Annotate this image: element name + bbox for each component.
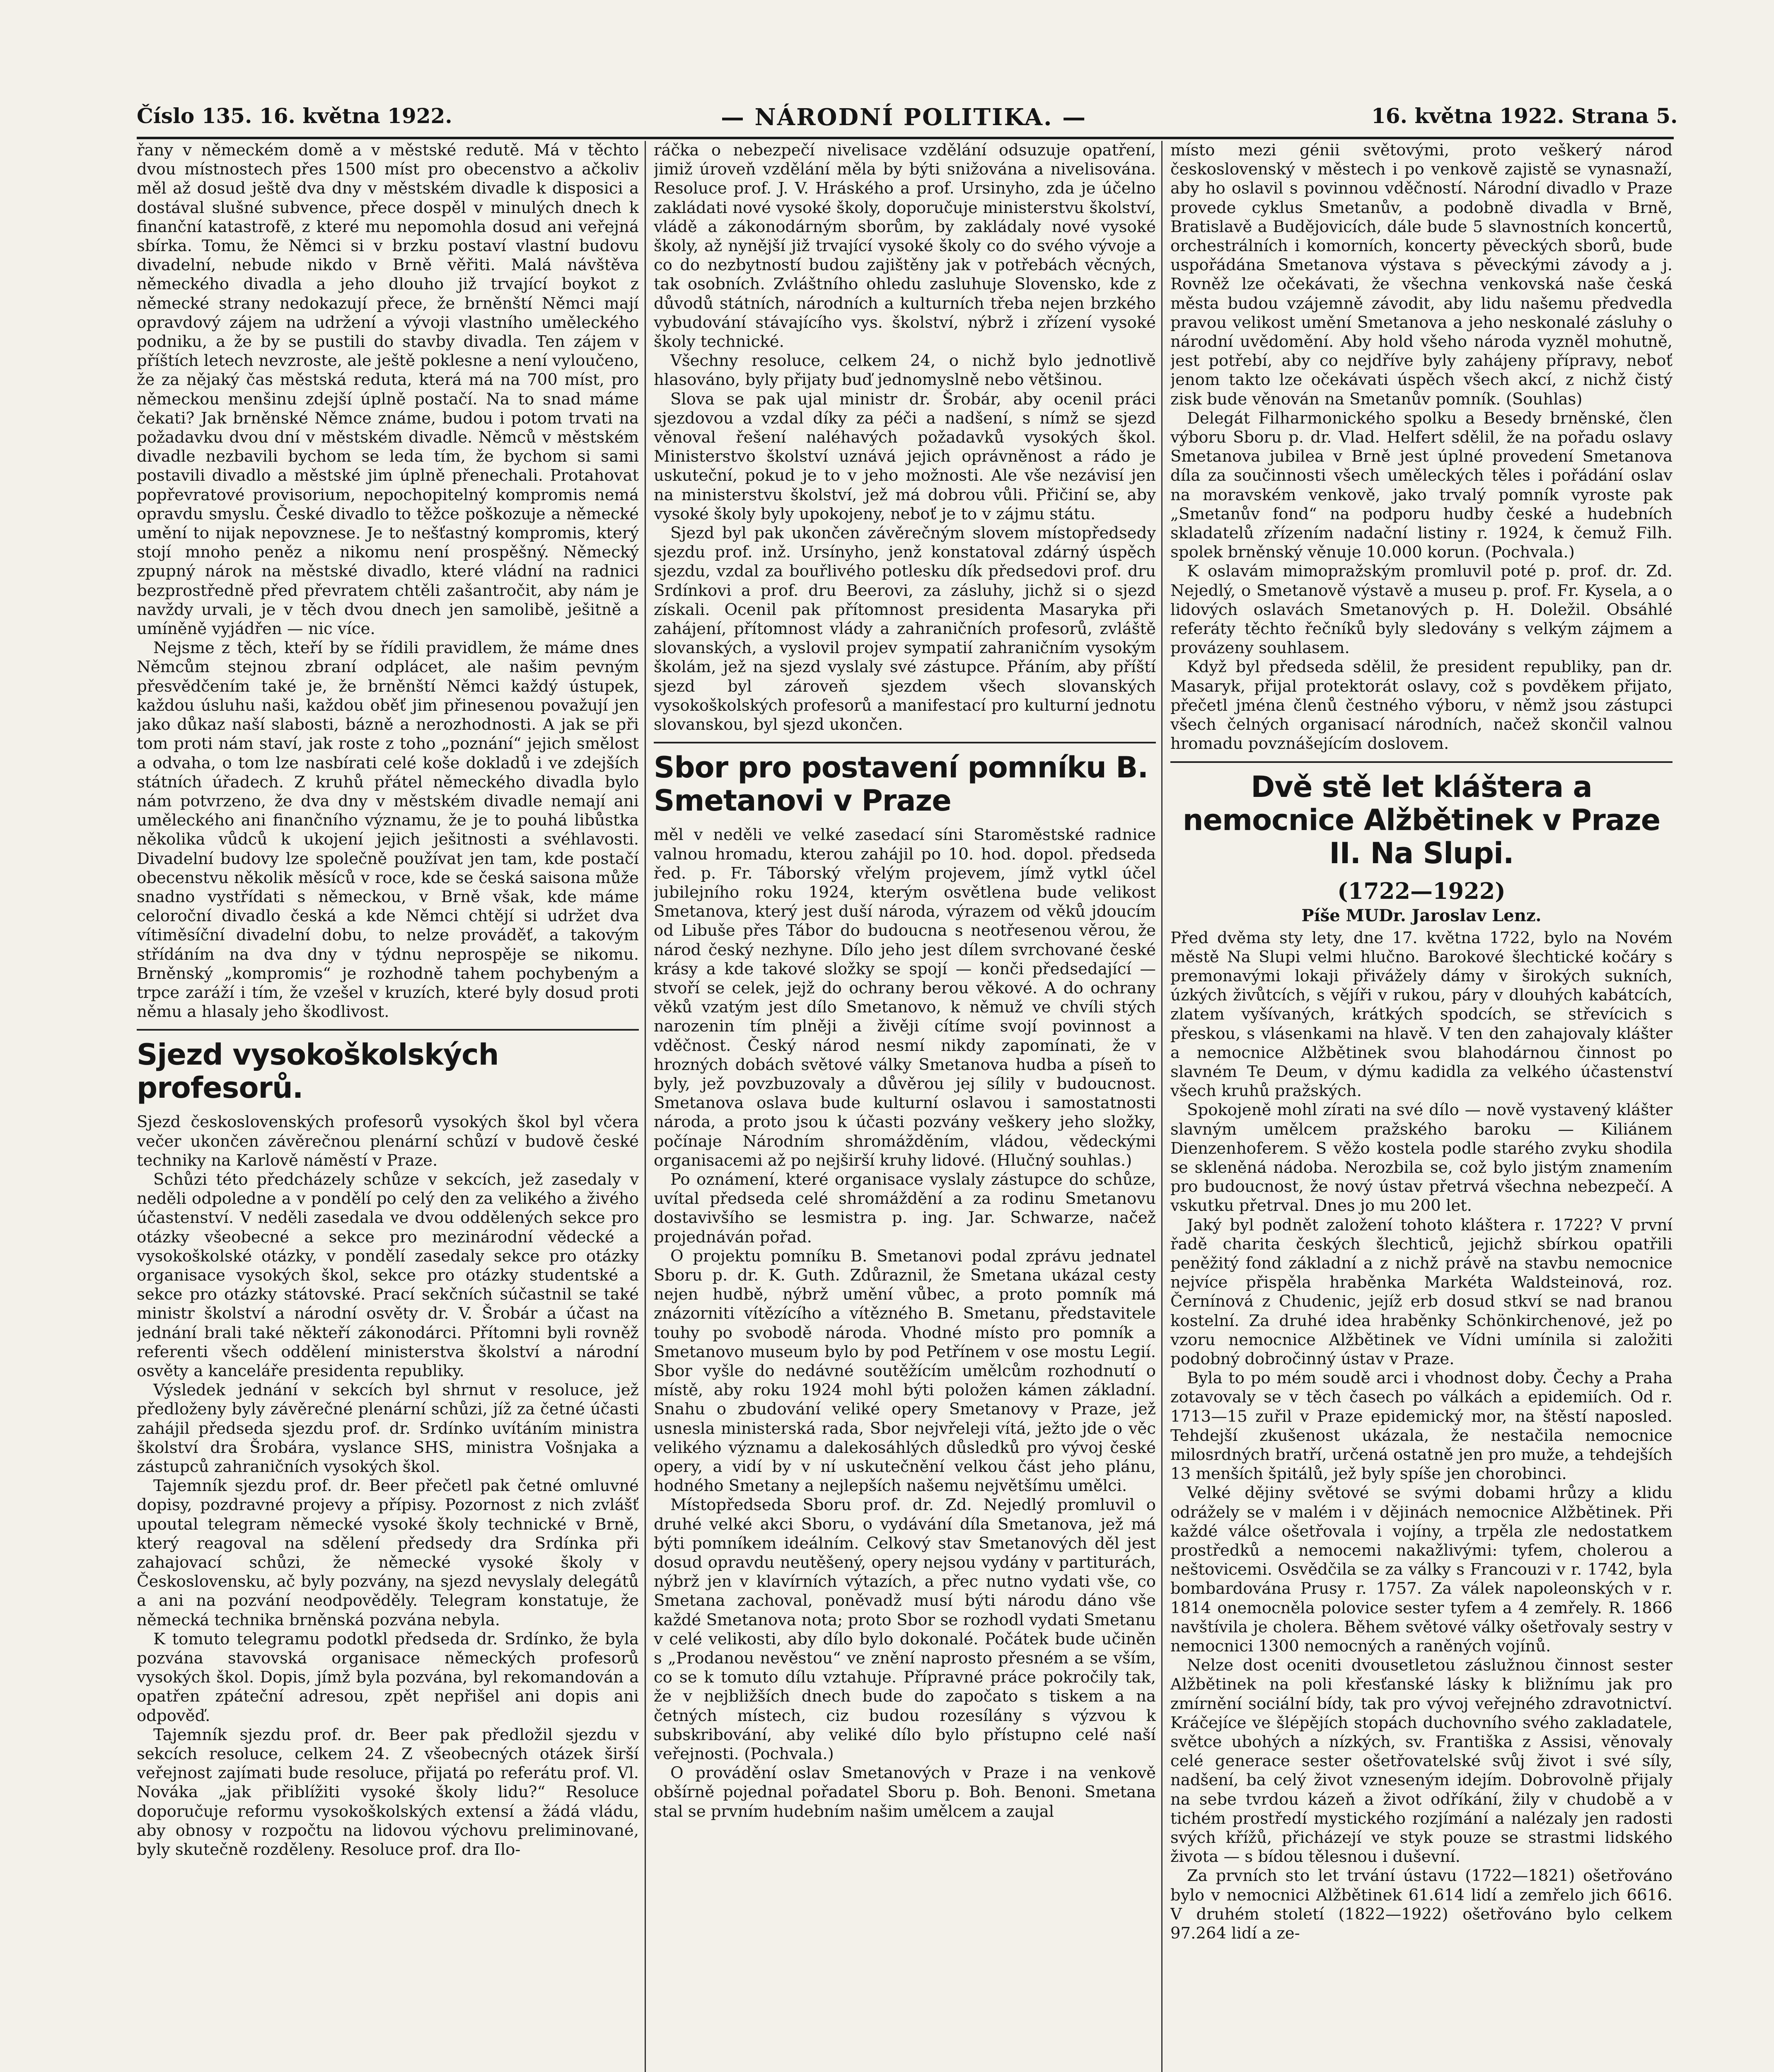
article-paragraph: Sjezd československých profesorů vysokých škol byl včera večer ukončen závěrečnou plenární schůzí v budově české techniky na Karlově náměstí v Praze. [137, 1113, 639, 1170]
column-3 [1170, 141, 1672, 2072]
article-paragraph: Za prvních sto let trvání ústavu (1722—1821) ošetřováno bylo v nemocnici Alžbětinek 61.614 lidí a zemřelo jich 6616. V druhém století (1822—1922) ošetřováno bylo celkem 97.264 lidí a ze- [1170, 1866, 1672, 1943]
article-paragraph: Slova se pak ujal ministr dr. Šrobár, aby ocenil práci sjezdovou a vzdal díky za péči a nadšení, s nímž se sjezd věnoval řešení naléhavých požadavků vysokých škol. Ministerstvo školství uznává jejich oprávněnost a rádo je uskuteční, pokud je to v jeho možnosti. Ale vše nezávisí jen na ministerstvu školství, jež má dobrou vůli. Přičiní se, aby vysoké školy byly upokojeny, neboť je to v zájmu státu. [654, 390, 1156, 523]
article-paragraph: Nelze dost oceniti dvousetletou záslužnou činnost sester Alžbětinek na poli křesťanské lásky k bližnímu jak pro zmírnění sociální bídy, tak pro vývoj veřejného zdravotnictví. Kráčejíce ve šlépějích stopách duchovního svého zakladatele, světce ubohých a nízkých, sv. Františka z Assisi, věnovaly celé generace sester ošetřovatelské svůj život i své síly, nadšení, ba celý život vzneseným idejím. Dobrovolně přijaly na sebe tvrdou kázeň a život odříkání, žily v chudobě a v tichém prostředí mystického rozjímání a nalézaly jen radosti svých křížů, přicházejí ve styk pouze se strastmi lidského života — s bídou tělesnou i duševní. [1170, 1656, 1672, 1866]
article-paragraph: Tajemník sjezdu prof. dr. Beer přečetl pak četné omluvné dopisy, pozdravné projevy a přípisy. Pozornost z nich zvlášť upoutal telegram německé vysoké školy technické v Brně, který reagoval na sdělení předsedy dra Srdínka při zahajovací schůzi, že německé vysoké školy v Československu, ač byly pozvány, na sjezd nevyslaly delegátů a ani na pozvání neodpověděly. Telegram konstatuje, že německá technika brněnská pozvána nebyla. [137, 1477, 639, 1629]
masthead-title: — NÁRODNÍ POLITIKA. — [721, 104, 1087, 131]
article-paragraph: Byla to po mém soudě arci i vhodnost doby. Čechy a Praha zotavovaly se v těch časech po válkách a epidemiích. Od r. 1713—15 zuřil v Praze epidemický mor, na štěstí naposled. Tehdejší zkušenost ukázala, že nestačila nemocnice milosrdných bratří, určená ostatně jen pro muže, a tehdejších 13 menších špitálů, jež byly spíše jen chorobinci. [1170, 1369, 1672, 1484]
header-rule [137, 137, 1674, 139]
column-1 [137, 141, 639, 2072]
article-paragraph: Před dvěma sty lety, dne 17. května 1722, bylo na Novém městě Na Slupi velmi hlučno. Barokové šlechtické kočáry s premonavými lokaji přivážely dámy v širokých sukních, úzkých živůtcích, s vějíři v rukou, páry v dlouhých kabátcích, zlatem vyšívaných, krátkých spodcích, se střevícich s přeskou, s vlásenkami na hlavě. V ten den zahajovaly klášter a nemocnice Alžbětinek svou blahodárnou činnost po slavném Te Deum, v dýmu kadidla za velkého účastenství všech kruhů pražských. [1170, 928, 1672, 1101]
article-paragraph: Tajemník sjezdu prof. dr. Beer pak předložil sjezdu v sekcích resoluce, celkem 24. Z všeobecných otázek širší veřejnost zajímati bude resoluce, přijatá po referátu prof. Vl. Nováka „jak přiblížiti vysoké školy lidu?“ Resoluce doporučuje reformu vysokoškolských extensí a žádá vládu, aby obnosy v rozpočtu na lidovou výchovu preliminované, byly skutečně rozděleny. Resoluce prof. dra Ilo- [137, 1725, 639, 1859]
article-separator [654, 742, 1156, 743]
article-separator [137, 1029, 639, 1031]
article-paragraph: ráčka o nebezpečí nivelisace vzdělání odsuzuje opatření, jimiž úroveň vzdělání měla by býti snižována a nivelisována. Resoluce prof. J. V. Hráského a prof. Ursinyho, zda je účelno zakládati nové vysoké školy, doporučuje ministerstvu školství, vládě a zákonodárným sborům, by zakládaly nové vysoké školy, až nynější již trvající vysoké školy co do svého vývoje a co do nezbytností budou zajištěny jak v potřebách věcných, tak osobních. Zvláštního ohledu zasluhuje Slovensko, kde z důvodů státních, národních a kulturních třeba nejen brzkého vybudování stávajícího vys. školství, nýbrž i zřízení vysoké školy technické. [654, 141, 1156, 351]
article-paragraph: Spokojeně mohl zírati na své dílo — nově vystavený klášter slavným umělcem pražského baroku — Kiliánem Dienzenhoferem. S věžo kostela podle starého zvyku shodila se skleněná nádoba. Nerozbila se, což bylo jistým znamením pro budoucnost, že nový ústav přetrvá všechna nebezpečí. A vskutku přetrval. Dnes jo mu 200 let. [1170, 1101, 1672, 1215]
headline-years: (1722—1922) [1337, 877, 1506, 904]
article-paragraph: Nejsme z těch, kteří by se řídili pravidlem, že máme dnes Němcům stejnou zbraní odplácet, ale našim pevným přesvědčením také je, že brněnští Němci každý ústupek, každou úsluhu naši, každou oběť jim přinesenou považují jen jako důkaz naší slabosti, bázně a nerozhodnosti. A jak se při tom proti nám staví, jak roste z toho „poznání“ jejich smělost a odvaha, o tom lze nasbírati celé koše dokladů i ve zdejších státních úřadech. Z kruhů přátel německého divadla bylo nám potvrzeno, že dva dny v městském divadle nemají ani uměleckého ani finančního významu, že je to pouhá libůstka několika vůdců k ukojení jejich ješitnosti a svéhlavosti. Divadelní budovy lze společně používat jen tam, kde postačí obecenstvu několik měsíců v roce, kde se česká saisona může snadno vystřídati s německou, v Brně však, kde máme celoroční divadlo česká a kde Němci chtějí si udržet dva vítiměsíční divadelní dobu, to nelze prováděť, a takovým střídáním na dva dny v týdnu neprospěje se nikomu. Brněnský „kompromis“ je rozhodně tahem pochybeným a trpce zaráží i tím, že vzešel v kruzích, které byly dosud proti němu a hlasaly jeho škodlivost. [137, 639, 639, 1021]
headline-sjezd-profesoru: Sjezd vysokoškolských profesorů. [137, 1038, 499, 1105]
article-paragraph: O projektu pomníku B. Smetanovi podal zprávu jednatel Sboru p. dr. K. Guth. Zdůraznil, že Smetana ukázal cesty nejen hudbě, nýbrž umění vůbec, a proto pomník má znázorniti vítězícího a vítězného B. Smetanu, představitele touhy po svobodě národa. Vhodné místo pro pomník a Smetanovo museum bylo by pod Petřínem v ose mostu Legií. Sbor vyšle do nedávné soutěžícím umělcům rozhodnutí o místě, aby roku 1924 mohl býti položen kámen základní. Snahu o zbudování veliké opery Smetanovy v Praze, jež usnesla ministerská rada, Sbor nejvřeleji vítá, ježto jde o věc velikého významu a dalekosáhlých důsledků pro vývoj české opery, a vidí by v ní uskutečnění velkou část jeho plánu, hodného Smetany a nejlepších našemu největšímu umělci. [654, 1247, 1156, 1496]
issue-info: Číslo 135. 16. května 1922. [137, 104, 452, 128]
article-paragraph: řany v německém domě a v městské redutě. Má v těchto dvou místnostech přes 1500 míst pro obecenstvo a ačkoliv měl až dosud ještě dva dny v městském divadle k disposici a dostával slušné subvence, přece dospěl v minulých dnech k finanční katastrofě, z které mu nepomohla dosud ani veřejná sbírka. Tomu, že Němci si v brzku postaví vlastní budovu divadelní, nebude nikdo v Brně věřiti. Malá návštěva německého divadla a jeho dlouho již trvající boykot z německé strany nedokazují přece, že brněnští Němci mají opravdový zájem na udržení a vývoji vlastního uměleckého podniku, a že by se pustili do stavby divadla. Ten zájem v příštích letech nevzroste, ale ještě poklesne a není vyloučeno, že za nějaký čas městská reduta, která má na 700 míst, pro německou menšinu zdejší úplně postačí. Na to snad máme čekati? Jak brněnské Němce známe, budou i potom trvati na požadavku dvou dní v městském divadle. Němců v městském divadle nezbavili bychom se leda tím, že bychom si sami postavili divadlo a městské jim úplně přenechali. Protahovat popřevratové provisorium, nepochopitelný kompromis nemá opravdu smyslu. České divadlo to těžce poškozuje a německé umění to nijak nepovznese. Je to nešťastný kompromis, který stojí mnoho peněz a nikomu není prospěšný. Německý zpupný nárok na městské divadlo, které vládní na radnici bezprostředně před převratem chtěli zašantročit, aby nám je navždy urvali, je v těch dvou dnech jen samolibě, ješitně a umíněně vyjádřen — nic více. [137, 141, 639, 639]
headline-sbor-pomnik-smetana: Sbor pro postavení pomníku B. Smetanovi v Praze [654, 750, 1148, 818]
article-paragraph: místo mezi génii světovými, proto veškerý národ československý v městech i po venkově zajistě se vynasnaží, aby ho oslavil s povinnou vděčností. Národní divadlo v Praze provede cyklus Smetanův, a podobně divadla v Brně, Bratislavě a Budějovicích, dále bude 5 slavnostních koncertů, orchestrálních i komorních, koncerty pěveckých sborů, bude uspořádána Smetanova výstava s pěveckými závody a j. Rovněž lze očekávati, že všechna venkovská naše česká města budou vzájemně závodit, aby lidu našemu předvedla pravou velikost umění Smetanova a jeho neskonalé zásluhy o národní uvědomění. Aby hold všeho národa vyzněl mohutně, jest potřebí, aby co nejdříve byly zahájeny přípravy, neboť jenom takto lze očekávati úspěch všech akcí, z nichž čistý zisk bude věnován na Smetanův pomník. (Souhlas) [1170, 141, 1672, 409]
article-paragraph: Jaký byl podnět založení tohoto kláštera r. 1722? V první řadě charita českých šlechticů, jejichž sbírkou opatřili peněžitý fond základní a z nichž právě na stavbu nemocnice nejvíce přispěla hraběnka Markéta Waldsteinová, roz. Černínová z Chudenic, jejíž erb dosud stkví se nad branou kostelní. Za druhé idea hraběnky Schönkirchenové, jež po vzoru nemocnice Alžbětinek ve Vídni umínila si založiti podobný dobročinný ústav v Praze. [1170, 1215, 1672, 1368]
article-paragraph: Místopředseda Sboru prof. dr. Zd. Nejedlý promluvil o druhé velké akci Sboru, o vydávání díla Smetanova, jež má býti pomníkem ideálním. Celkový stav Smetanových děl jest dosud opravdu neutěšený, opery nejsou vydány v partiturách, nýbrž jen v klavírních výtazích, a přec nutno vydati vše, co Smetana zachoval, poněvadž musí býti národu dáno vše každé Smetanova nota; proto Sbor se rozhodl vydati Smetanu v celé velikosti, aby dílo bylo dokonalé. Počátek bude učiněn s „Prodanou nevěstou“ ve znění naprosto přesném a se vším, co se k tomuto dílu vztahuje. Přípravné práce pokročily tak, že v nejbližších dnech bude do započato s tiskem a na četných místech, ciz budou rozesílány s výzvou k subskribování, aby veliké dílo bylo přístupno celé naší veřejnosti. (Pochvala.) [654, 1496, 1156, 1764]
article-paragraph: K oslavám mimopražským promluvil poté p. prof. dr. Zd. Nejedlý, o Smetanově výstavě a museu p. prof. Fr. Kysela, a o lidových oslavách Smetanových p. H. Doležil. Obsáhlé referáty těchto řečníků byly sledovány s velkým zájmem a provázeny souhlasem. [1170, 562, 1672, 658]
article-paragraph: K tomuto telegramu podotkl předseda dr. Srdínko, že byla pozvána stavovská organisace německých profesorů vysokých škol. Dopis, jímž byla pozvána, byl rekomandován a opatřen zpáteční adresou, zpět nepřišel ani dopis ani odpověď. [137, 1629, 639, 1725]
article-paragraph: Když byl předseda sdělil, že president republiky, pan dr. Masaryk, přijal protektorát oslavy, což s povděkem přijato, přečetl jména členů čestného výboru, v němž jsou zástupci všech čelných organisací národních, načež skončil valnou hromadu povznášejícím doslovem. [1170, 658, 1672, 753]
article-author: Píše MUDr. Jaroslav Lenz. [1301, 905, 1542, 925]
column-2 [654, 141, 1156, 2072]
headline-alzbetinky: Dvě stě let kláštera a nemocnice Alžbětinek v Praze II. Na Slupi. [1182, 770, 1660, 870]
article-separator [1170, 761, 1672, 763]
article-paragraph: Schůzi této předcházely schůze v sekcích, jež zasedaly v neděli odpoledne a v pondělí po celý den za velikého a živého účastenství. V neděli zasedala ve dvou oddělených sekce pro otázky všeobecné a sekce pro mezinárodní vědecké a vysokoškolské otázky, v pondělí zasedaly sekce pro otázky organisace vysokých škol, sekce pro otázky studentské a sekce pro otázky státovské. Prací sekčních súčastnil se také ministr školství a národní osvěty dr. V. Šrobár a účast na jednání brali také někteří zákonodárci. Přítomni byli rovněž referenti všech oddělení ministerstva školství a národní osvěty a kanceláře presidenta republiky. [137, 1170, 639, 1380]
article-paragraph: Všechny resoluce, celkem 24, o nichž bylo jednotlivě hlasováno, byly přijaty buď jednomyslně nebo většinou. [654, 351, 1156, 390]
article-paragraph: Delegát Filharmonického spolku a Besedy brněnské, člen výboru Sboru p. dr. Vlad. Helfert sdělil, že na pořadu oslavy Smetanova jubilea v Brně jest úplné provedení Smetanova díla za součinnosti všech uměleckých těles i pořádání oslav na moravském venkově, jako trvalý pomník vyroste pak „Smetanův fond“ na podporu hudby české a hudebních skladatelů zřízením nadační listiny r. 1924, k čemuž Filh. spolek brněnský věnuje 10.000 korun. (Pochvala.) [1170, 409, 1672, 562]
article-paragraph: Výsledek jednání v sekcích byl shrnut v resoluce, jež předloženy byly závěrečné plenární schůzi, jíž za četné účasti zahájil předseda sjezdu prof. dr. Srdínko uvítáním ministra školství dra Šrobára, vyslance SHS, ministra Vošnjaka a zástupců zahraničních vysokých škol. [137, 1381, 639, 1476]
article-paragraph: Sjezd byl pak ukončen závěrečným slovem místopředsedy sjezdu prof. inž. Ursínyho, jenž konstatoval zdárný úspěch sjezdu, vzdal za bouřlivého potlesku dík předsedovi prof. dru Srdínkovi a prof. dru Beerovi, za zásluhy, jichž si o sjezd získali. Ocenil pak přítomnost presidenta Masaryka při zahájení, přítomnost vlády a zahraničních profesorů, zvláště slovanských, a vyslovil projev sympatií zahraničním vysokým školám, jež na sjezd vyslaly své zástupce. Přáním, aby příští sjezd byl zároveň sjezdem všech slovanských vysokoškolských profesorů a manifestací pro kulturní jednotu slovanskou, byl sjezd ukončen. [654, 524, 1156, 734]
article-paragraph: Po oznámení, které organisace vyslaly zástupce do schůze, uvítal předseda celé shromáždění a za rodinu Smetanovu dostavivšího se lesmistra p. ing. Jar. Schwarze, načež projednáván pořad. [654, 1170, 1156, 1247]
page-date-number: 16. května 1922. Strana 5. [1371, 104, 1678, 128]
article-paragraph: O provádění oslav Smetanových v Praze i na venkově obšírně pojednal pořadatel Sboru p. Boh. Benoni. Smetana stal se prvním hudebním našim umělcem a zaujal [654, 1764, 1156, 1821]
column-divider-1 [645, 141, 646, 2072]
article-paragraph: Velké dějiny světové se svými dobami hrůzy a klidu odrážely se v malém i v dějinách nemocnice Alžbětinek. Při každé válce ošetřovala i vojíny, a trpěla zle nedostatkem prostředků a nemocemi nakažlivými: tyfem, cholerou a neštovicemi. Osvědčila se za války s Francouzi v r. 1742, byla bombardována Prusy r. 1757. Za válek napoleonských v r. 1814 onemocněla polovice sester tyfem a 4 zemřely. R. 1866 navštívila je cholera. Během světové války ošetřovaly sestry v nemocnici 1300 nemocných a raněných vojínů. [1170, 1484, 1672, 1656]
column-divider-2 [1161, 141, 1163, 2072]
article-paragraph: měl v neděli ve velké zasedací síni Staroměstské radnice valnou hromadu, kterou zahájil po 10. hod. dopol. předseda řed. p. Fr. Táborský vřelým projevem, jímž vytkl účel jubilejního roku 1924, kterým osvětlena bude velikost Smetanova, který jest duší národa, výrazem od věků jdoucím od Libuše přes Tábor do budoucna s neotřesenou věrou, že národ český nezhyne. Dílo jeho jest dílem svrchované české krásy a kde takové složky se spojí — konči předsedající — stvoří se celek, jejž do ochrany berou věkové. A do ochrany věků vzatým jest dílo Smetanovo, k němuž ve chvíli stých narozenin tím plněji a živěji cítíme svojí povinnost a vděčnost. Český národ nesmí nikdy zapomínati, že v hrozných dobách světové války Smetanova hudba a píseň to byly, jež povzbuzovaly a důvěrou jej sílily v budoucnost. Smetanova oslava bude kulturní oslavou i samostatnosti národa, a proto jsou k účasti pozvány veškery jeho složky, počínaje Národním shromážděním, vládou, vědeckými organisacemi až po nejširší kruhy lidové. (Hlučný souhlas.) [654, 825, 1156, 1170]
